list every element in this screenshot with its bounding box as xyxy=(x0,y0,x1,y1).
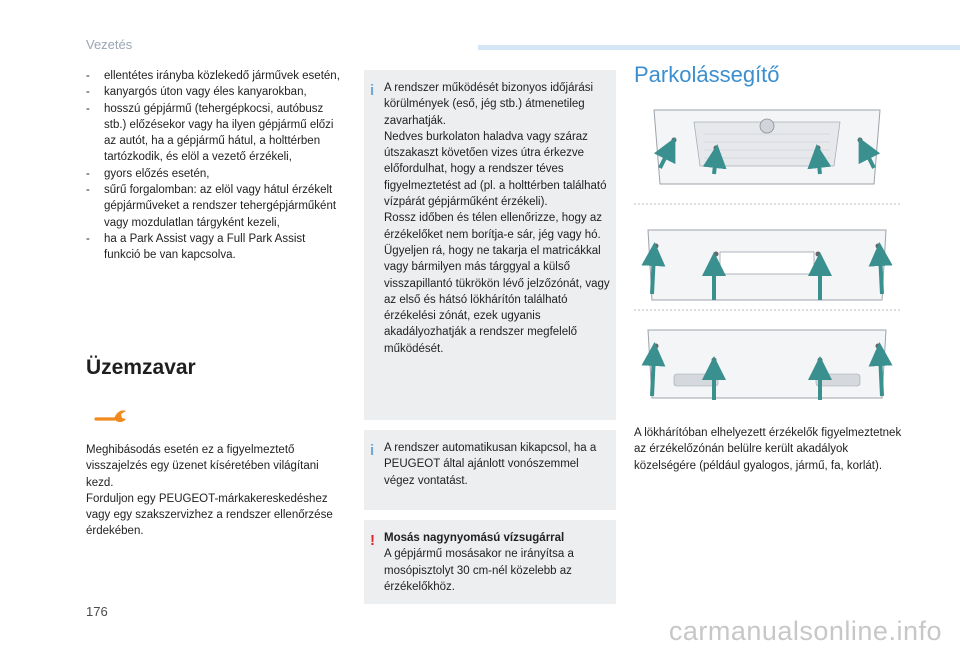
list-item: - hosszú gépjármű (tehergépkocsi, autóbusz stb.) előzésekor vagy ha ilyen gépjármű előzi az autót, ha a gépjármű hátul, a holttérben tartózkodik, és elöl a vezető érzékeli, xyxy=(86,102,334,164)
parking-sensor-illustration xyxy=(634,104,900,408)
front-bumper-view xyxy=(654,110,880,184)
note-text: A rendszer működését bizonyos időjárási körülmények (eső, jég stb.) átmenetileg zavarhatják. Nedves burkolaton haladva vagy száraz útszakaszt követően vizes útra érkezve előfordulhat, hogy a rendszer téves figyelmeztetést ad (pl. a holttérben található vízpárát gépjárműként érzékeli). Rossz időben és télen ellenőrizze, hogy az érzékelőket nem borítja-e sár, jég vagy hó. Ügyeljen rá, hogy ne takarja el matricákkal vagy bármilyen más tárggyal a külső visszapillantó tükrökön lévő jelzőzónát, vagy az első és hátsó lökhárítón található érzékelési zónát, ezek ugyanis akadályozhatják a rendszer megfelelő működését. xyxy=(384,82,610,355)
note-text: A gépjármű mosásakor ne irányítsa a mosópisztolyt 30 cm-nél közelebb az érzékelőkhöz. xyxy=(384,548,574,593)
list-item: - ellentétes irányba közlekedő járművek esetén, xyxy=(86,70,340,82)
condition-list xyxy=(86,68,341,264)
note-title: Mosás nagynyomású vízsugárral xyxy=(384,532,565,544)
fault-section-title: Üzemzavar xyxy=(86,356,196,379)
watermark: carmanualsonline.info xyxy=(668,616,942,646)
list-item: - ha a Park Assist vagy a Full Park Assist funkció be van kapcsolva. xyxy=(86,232,306,262)
rear-bumper-view-alt xyxy=(648,330,886,400)
list-item: - sűrű forgalomban: az elöl vagy hátul érzékelt gépjárműveket a rendszer tehergépjárműként vagy mozdulatlan tárgyként kezeli, xyxy=(86,184,337,229)
section-header: Vezetés xyxy=(86,37,133,52)
list-item: - gyors előzés esetén, xyxy=(86,167,210,180)
wrench-icon xyxy=(94,404,128,424)
page-number: 176 xyxy=(86,604,108,619)
weather-info-note xyxy=(364,70,616,420)
parking-assist-title: Parkolássegítő xyxy=(634,62,780,87)
rear-bumper-view xyxy=(648,230,886,300)
info-icon: i xyxy=(370,82,375,99)
list-item: - kanyargós úton vagy éles kanyarokban, xyxy=(86,86,307,99)
fault-description: Meghibásodás esetén ez a figyelmeztető visszajelzés egy üzenet kíséretében világítani kezd. Forduljon egy PEUGEOT-márkakereskedéshez vagy egy szakszervizhez a rendszer ellenőrzése érdekében. xyxy=(86,444,333,538)
towing-info-note xyxy=(364,430,616,510)
washing-warning-note xyxy=(364,520,616,604)
warning-icon: ! xyxy=(370,532,375,549)
header-bar xyxy=(478,45,960,50)
parking-assist-description: A lökhárítóban elhelyezett érzékelők figyelmeztetnek az érzékelőzónán belülre került akadályok közelségére (például gyalogos, jármű, fa, korlát). xyxy=(634,427,902,472)
note-text: A rendszer automatikusan kikapcsol, ha a PEUGEOT által ajánlott vonószemmel végez vontatást. xyxy=(384,442,597,487)
left-column xyxy=(86,68,341,264)
info-icon: i xyxy=(370,442,375,459)
